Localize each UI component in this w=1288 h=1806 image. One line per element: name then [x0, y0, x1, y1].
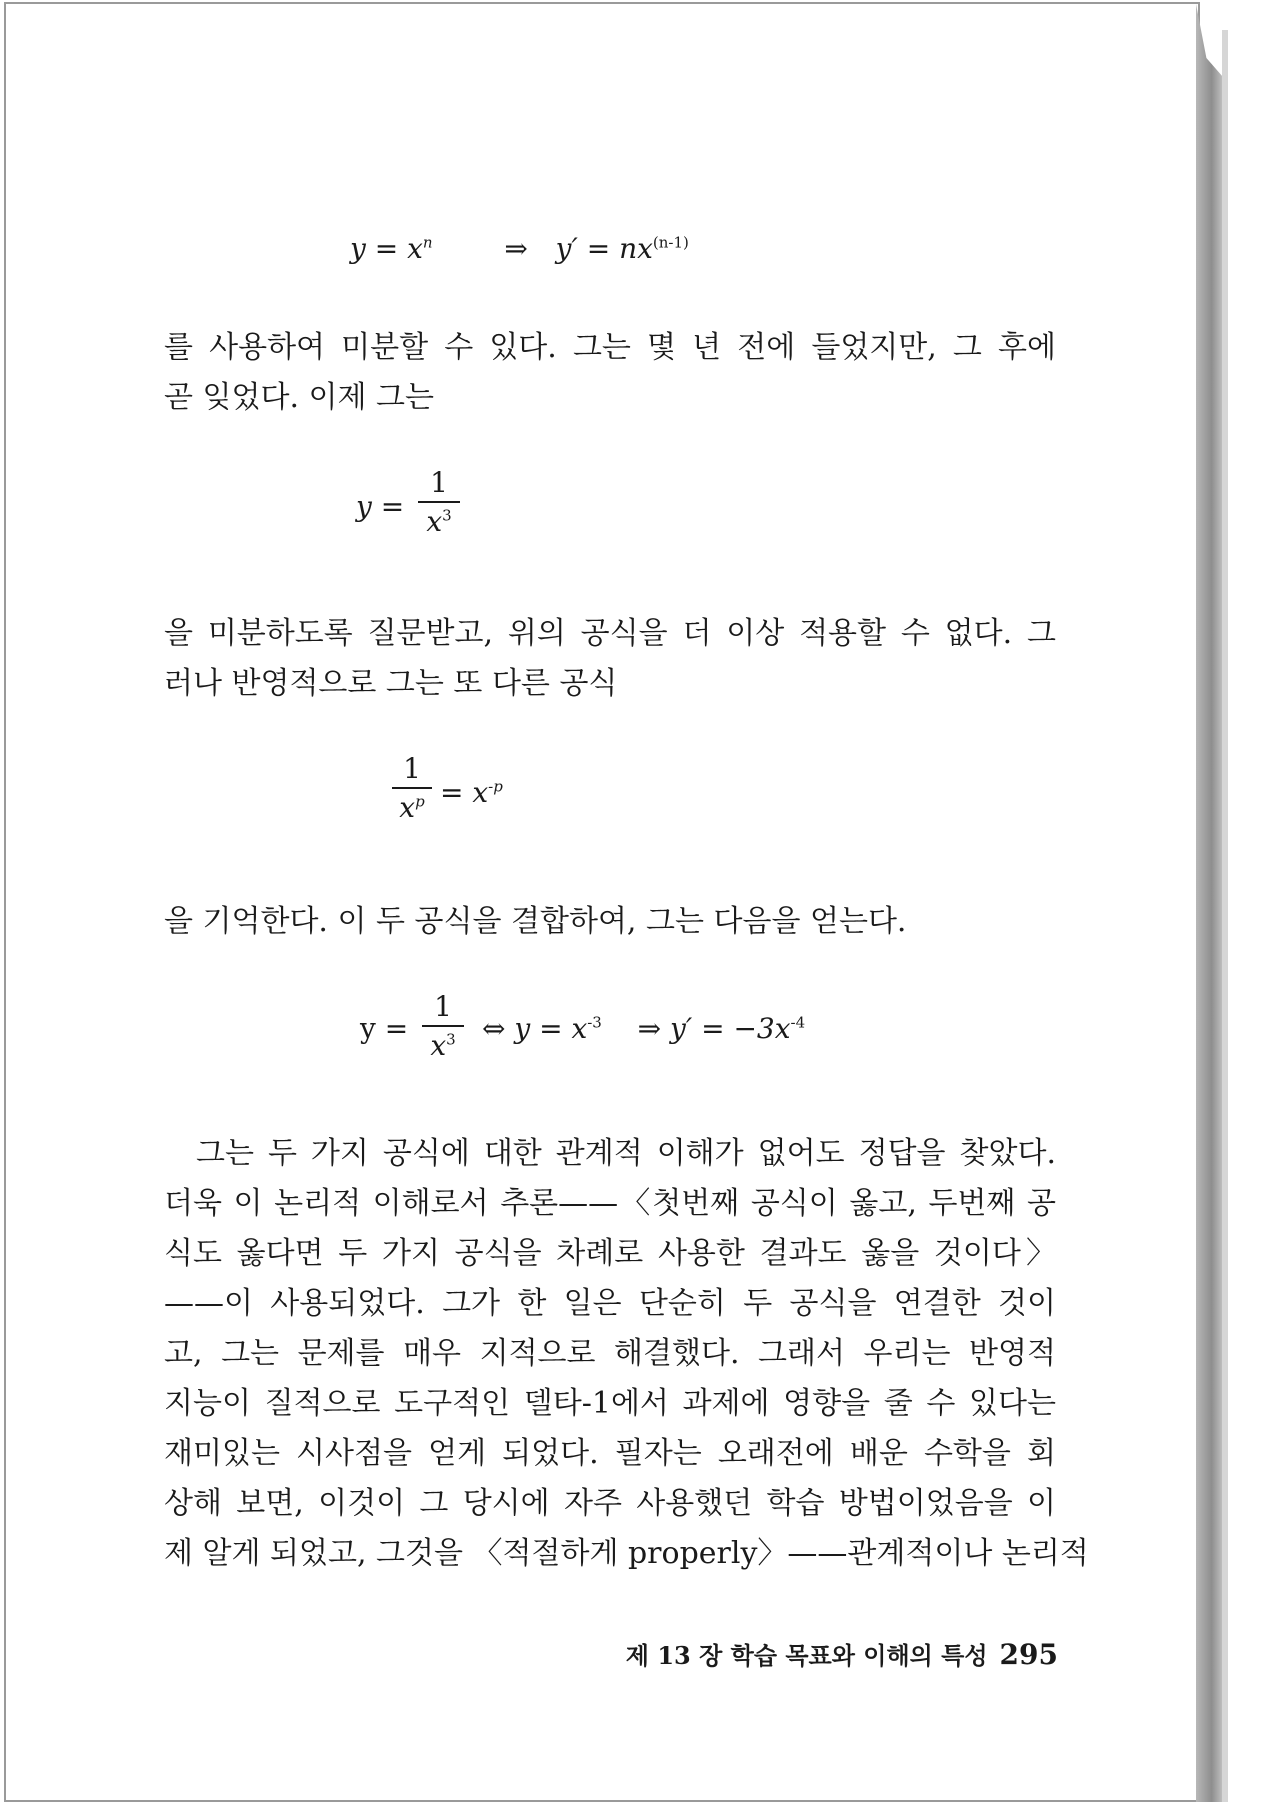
book-page	[4, 2, 1200, 1802]
paragraph-4-line-5: 고, 그는 문제를 매우 지적으로 해결했다. 그래서 우리는 반영적	[164, 1336, 1056, 1371]
equation-reciprocal-term: 1 $x^p$	[392, 752, 432, 824]
paragraph-4-line-4: ——이 사용되었다. 그가 한 일은 단순히 두 공식을 연결한 것이	[164, 1286, 1056, 1321]
paragraph-4-line-8: 상해 보면, 이것이 그 당시에 자주 사용했던 학습 방법이었음을 이	[164, 1486, 1056, 1521]
equation-derivative: y =	[360, 1012, 409, 1045]
paragraph-2-line-1: 을 미분하도록 질문받고, 위의 공식을 더 이상 적용할 수 없다. 그	[164, 616, 1056, 651]
paragraph-3-line-1: 을 기억한다. 이 두 공식을 결합하여, 그는 다음을 얻는다.	[164, 904, 907, 939]
paragraph-2-line-2: 러나 반영적으로 그는 또 다른 공식	[164, 666, 618, 701]
paragraph-1-line-2: 곧 잊었다. 이제 그는	[164, 380, 434, 415]
paragraph-4-line-7: 재미있는 시사점을 얻게 되었다. 필자는 오래전에 배운 수학을 회	[164, 1436, 1056, 1471]
equation-power-rule: $y = x^n$ ⇒ $y' = nx^{(n-1)}$	[350, 232, 689, 265]
equation-y-fraction-term: 1 $x^3$	[418, 466, 460, 538]
equation-derivative-fraction: 1 $x^3$	[422, 990, 464, 1062]
paragraph-4-line-9: 제 알게 되었고, 그것을 〈적절하게 properly〉——관계적이나 논리적	[164, 1536, 1089, 1571]
page-number: 295	[999, 1638, 1058, 1671]
paragraph-4-line-6: 지능이 질적으로 도구적인 델타-1에서 과제에 영향을 줄 수 있다는	[164, 1386, 1056, 1421]
chapter-title: 제 13 장 학습 목표와 이해의 특성	[625, 1641, 988, 1670]
equation-derivative-rest: ⇔ $y = x^{-3}$ ⇒ $y' = -3x^{-4}$	[482, 1012, 806, 1045]
equation-reciprocal: = $x^{-p}$	[440, 776, 503, 809]
equation-y-fraction: y =	[356, 490, 405, 523]
page-edge	[1196, 4, 1222, 1802]
paragraph-4-line-3: 식도 옳다면 두 가지 공식을 차례로 사용한 결과도 옳을 것이다〉	[164, 1236, 1056, 1271]
paragraph-4-line-1: 그는 두 가지 공식에 대한 관계적 이해가 없어도 정답을 찾았다.	[196, 1136, 1056, 1171]
page-shadow	[1222, 30, 1228, 1802]
paragraph-4-line-2: 더욱 이 논리적 이해로서 추론——〈첫번째 공식이 옳고, 두번째 공	[164, 1186, 1056, 1221]
page-footer	[626, 1636, 1058, 1671]
paragraph-1-line-1: 를 사용하여 미분할 수 있다. 그는 몇 년 전에 들었지만, 그 후에	[164, 330, 1056, 365]
